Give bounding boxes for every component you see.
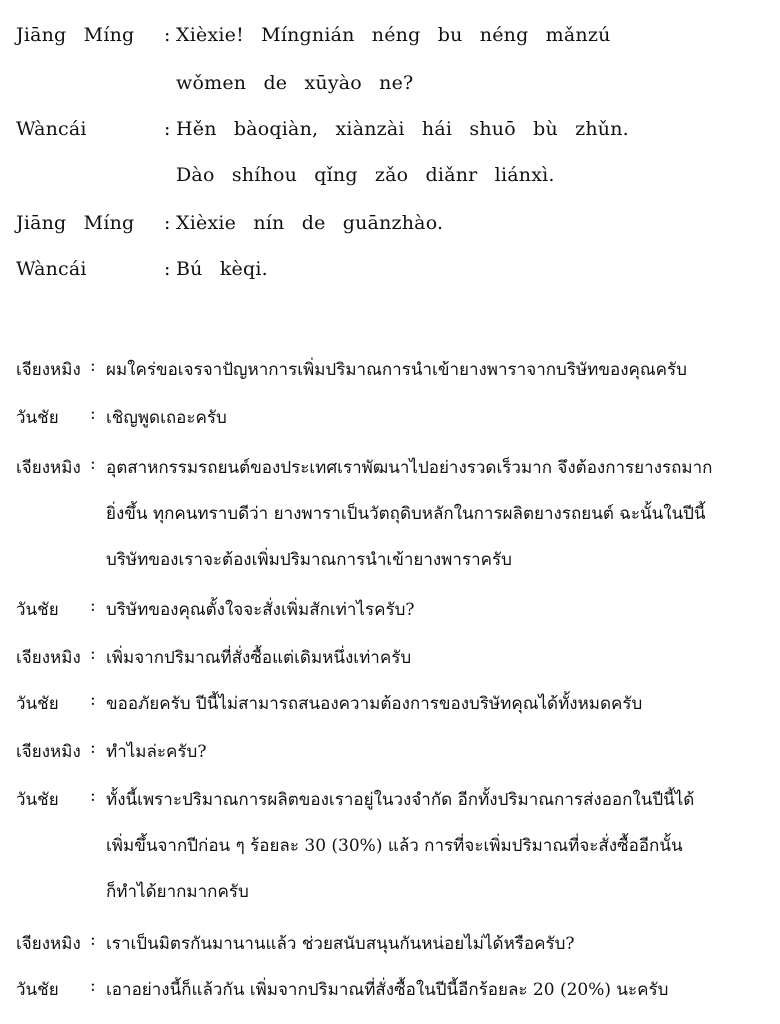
dialogue-line: เพิ่มขึ้นจากปีก่อน ๆ ร้อยละ 30 (30%) แล้ว การที่จะเพิ่มปริมาณที่จะสั่งซื้ออีกนั้น (106, 836, 683, 856)
dialogue-line: ทั้งนี้เพราะปริมาณการผลิตของเราอยู่ในวงจำกัด อีกทั้งปริมาณการส่งออกในปีนี้ได้ (106, 790, 695, 810)
speaker-name: เจียงหมิง (16, 648, 81, 668)
speaker-colon: : (90, 930, 96, 950)
dialogue-line: เชิญพูดเถอะครับ (106, 408, 227, 428)
dialogue-line: ก็ทำได้ยากมากครับ (106, 882, 249, 902)
dialogue-line: ทำไมล่ะครับ? (106, 742, 207, 762)
dialogue-line: Dào shíhou qǐng zǎo diǎnr liánxì. (176, 164, 555, 186)
speaker-name: Wàncái (16, 118, 87, 140)
speaker-name: วันชัย (16, 600, 59, 620)
speaker-name: เจียงหมิง (16, 458, 81, 478)
dialogue-line: เพิ่มจากปริมาณที่สั่งซื้อแต่เดิมหนึ่งเท่าครับ (106, 648, 412, 668)
dialogue-line: wǒmen de xūyào ne? (176, 72, 414, 94)
speaker-name: วันชัย (16, 694, 59, 714)
speaker-name: เจียงหมิง (16, 934, 81, 954)
dialogue-line: บริษัทของคุณตั้งใจจะสั่งเพิ่มสักเท่าไรครับ? (106, 600, 415, 620)
dialogue-line: Xièxie! Míngnián néng bu néng mǎnzú (176, 24, 611, 46)
speaker-name: วันชัย (16, 408, 59, 428)
speaker-name: วันชัย (16, 980, 59, 1000)
speaker-colon: : (90, 596, 96, 616)
speaker-name: Jiāng Míng (16, 212, 135, 234)
dialogue-line: ยิ่งขึ้น ทุกคนทราบดีว่า ยางพาราเป็นวัตถุดิบหลักในการผลิตยางรถยนต์ ฉะนั้นในปีนี้ (106, 504, 706, 524)
dialogue-line: Bú kèqi. (176, 258, 268, 280)
speaker-colon: : (90, 976, 96, 996)
speaker-colon: : (90, 454, 96, 474)
dialogue-line: อุตสาหกรรมรถยนต์ของประเทศเราพัฒนาไปอย่างรวดเร็วมาก จึงต้องการยางรถมาก (106, 458, 713, 478)
speaker-name: Wàncái (16, 258, 87, 280)
speaker-colon: : (90, 404, 96, 424)
speaker-name: เจียงหมิง (16, 360, 81, 380)
speaker-colon: : (164, 24, 171, 46)
speaker-colon: : (90, 644, 96, 664)
speaker-colon: : (90, 356, 96, 376)
speaker-name: วันชัย (16, 790, 59, 810)
dialogue-line: เราเป็นมิตรกันมานานแล้ว ช่วยสนับสนุนกันหน่อยไม่ได้หรือครับ? (106, 934, 575, 954)
dialogue-line: Hěn bàoqiàn, xiànzài hái shuō bù zhǔn. (176, 118, 629, 140)
speaker-colon: : (164, 118, 171, 140)
speaker-colon: : (90, 690, 96, 710)
dialogue-line: ผมใคร่ขอเจรจาปัญหาการเพิ่มปริมาณการนำเข้ายางพาราจากบริษัทของคุณครับ (106, 360, 687, 380)
dialogue-line: เอาอย่างนี้ก็แล้วกัน เพิ่มจากปริมาณที่สั่งซื้อในปีนี้อีกร้อยละ 20 (20%) นะครับ (106, 980, 669, 1000)
speaker-colon: : (164, 258, 171, 280)
dialogue-line: ขออภัยครับ ปีนี้ไม่สามารถสนองความต้องการของบริษัทคุณได้ทั้งหมดครับ (106, 694, 643, 714)
speaker-name: เจียงหมิง (16, 742, 81, 762)
speaker-colon: : (90, 738, 96, 758)
speaker-colon: : (164, 212, 171, 234)
speaker-colon: : (90, 786, 96, 806)
dialogue-line: Xièxie nín de guānzhào. (176, 212, 444, 234)
dialogue-line: บริษัทของเราจะต้องเพิ่มปริมาณการนำเข้ายางพาราครับ (106, 550, 512, 570)
speaker-name: Jiāng Míng (16, 24, 135, 46)
